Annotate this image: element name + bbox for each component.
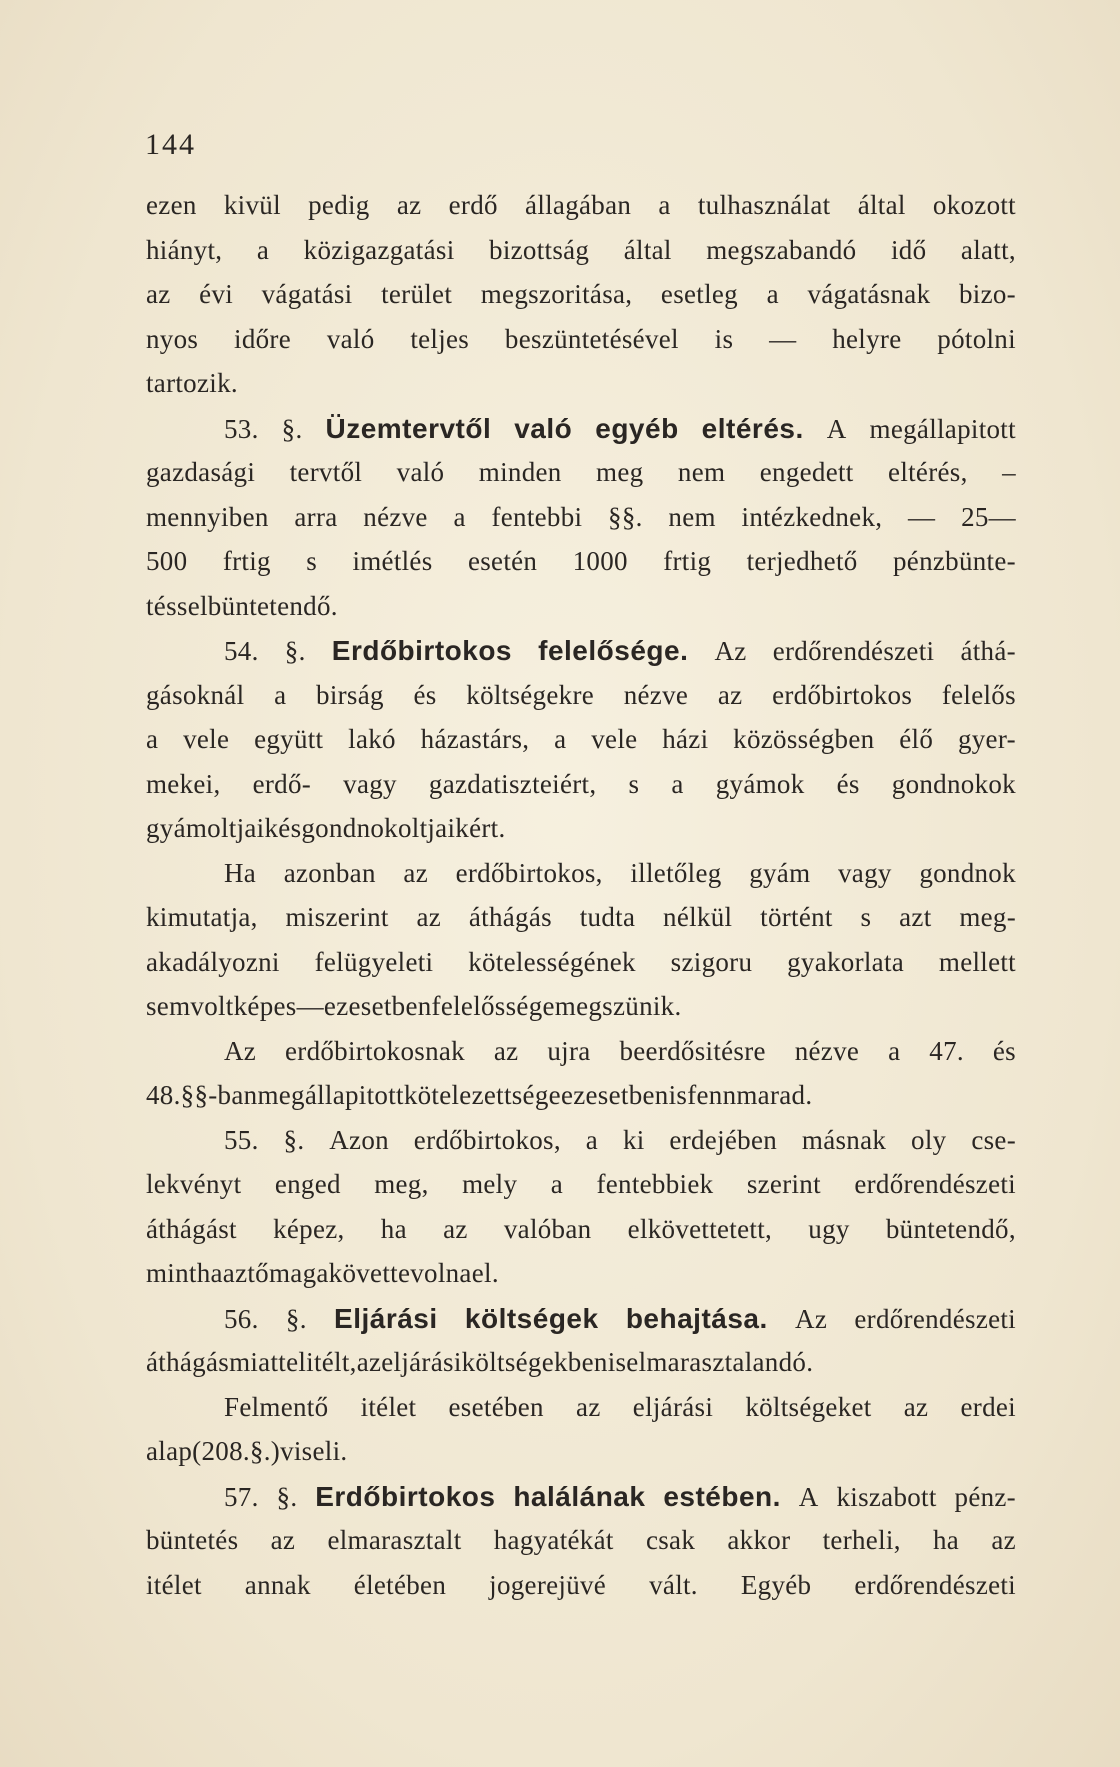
word: a bbox=[766, 279, 779, 309]
word: volt bbox=[190, 991, 234, 1021]
word: a bbox=[256, 234, 270, 265]
word: sem bbox=[146, 991, 191, 1021]
text-line bbox=[146, 1525, 1016, 1570]
word: az bbox=[416, 902, 442, 932]
text-line bbox=[146, 680, 1016, 725]
word: képez, bbox=[273, 1213, 345, 1244]
text-line bbox=[146, 279, 1016, 324]
word: a bbox=[671, 768, 684, 799]
word: a bbox=[658, 190, 671, 220]
text-line bbox=[146, 368, 1016, 413]
word: — bbox=[908, 501, 936, 532]
word: 48. bbox=[146, 1080, 181, 1110]
word: mintha bbox=[146, 1258, 223, 1288]
word: enged bbox=[274, 1169, 341, 1199]
word: csak bbox=[645, 1525, 696, 1555]
word: megállapitott bbox=[257, 1080, 404, 1110]
word: 53. bbox=[224, 413, 259, 444]
word: oly bbox=[911, 1124, 947, 1155]
word: áthágás bbox=[468, 902, 552, 932]
text-line bbox=[146, 546, 1016, 591]
word: akkor bbox=[727, 1525, 791, 1555]
word: és bbox=[992, 1035, 1016, 1066]
text-line bbox=[146, 813, 1016, 858]
word: halálának bbox=[513, 1480, 646, 1512]
word: ujra bbox=[547, 1035, 591, 1066]
word: Egyéb bbox=[740, 1569, 812, 1600]
word: által bbox=[857, 190, 906, 220]
word: A bbox=[798, 1481, 819, 1512]
word: estében. bbox=[663, 1480, 781, 1512]
word: §. bbox=[285, 1303, 307, 1334]
word: ha bbox=[380, 1213, 407, 1244]
word: az bbox=[403, 857, 428, 888]
word: való bbox=[326, 323, 375, 354]
word: esetén bbox=[467, 546, 538, 576]
word: nem bbox=[677, 457, 726, 487]
word: erdőrendészeti bbox=[854, 1569, 1016, 1600]
text-line bbox=[146, 1169, 1016, 1214]
word: erdő- bbox=[252, 768, 312, 799]
word: §. bbox=[276, 1481, 298, 1512]
word: vele bbox=[183, 724, 230, 754]
word: az bbox=[396, 190, 422, 220]
word: ha bbox=[933, 1525, 960, 1555]
word: áthágást bbox=[146, 1213, 237, 1244]
word: — bbox=[296, 991, 324, 1021]
word: elmarasztalt bbox=[327, 1525, 462, 1555]
word: itélet bbox=[146, 1569, 202, 1600]
word: nézve bbox=[623, 679, 689, 710]
word: felelősége. bbox=[538, 635, 689, 666]
word: Az bbox=[224, 1035, 257, 1066]
word: Ha bbox=[224, 857, 257, 888]
word: erdőrendészeti bbox=[854, 1303, 1016, 1334]
word: mekei, bbox=[146, 768, 221, 799]
word: büntetés bbox=[146, 1525, 239, 1555]
word: kivül bbox=[223, 190, 281, 220]
word: évi bbox=[199, 279, 234, 309]
word: 56. bbox=[224, 1303, 259, 1334]
word: pótolni bbox=[937, 323, 1016, 354]
text-line bbox=[146, 413, 1016, 458]
word: és bbox=[836, 768, 860, 799]
word: okozott bbox=[932, 190, 1016, 220]
word: meg bbox=[596, 457, 644, 487]
word: meg, bbox=[374, 1169, 429, 1199]
word: eltérés. bbox=[701, 412, 804, 444]
word: ki bbox=[622, 1124, 645, 1155]
word: időre bbox=[234, 323, 292, 354]
word: Eljárási bbox=[334, 1302, 438, 1334]
word: az bbox=[270, 1525, 296, 1555]
word: teljes bbox=[410, 323, 470, 354]
word: terheli, bbox=[822, 1525, 901, 1555]
word: s bbox=[628, 768, 640, 799]
word: hagyatékát bbox=[493, 1525, 614, 1555]
word: fennmarad. bbox=[687, 1080, 813, 1110]
word: mennyiben bbox=[146, 501, 269, 532]
word: gyámoltjaik bbox=[146, 813, 279, 843]
word: elkövettetett, bbox=[627, 1213, 773, 1244]
word: lekvényt bbox=[146, 1169, 242, 1199]
word: Felmentő bbox=[224, 1391, 329, 1422]
word: megszünik. bbox=[554, 991, 682, 1021]
text-line bbox=[146, 1570, 1016, 1615]
word: is bbox=[607, 1347, 627, 1377]
word: azt bbox=[899, 902, 932, 932]
word: — bbox=[769, 323, 797, 354]
word: másnak bbox=[801, 1124, 887, 1155]
word: nem bbox=[668, 501, 716, 532]
word: ő bbox=[255, 1258, 269, 1288]
word: vált. bbox=[649, 1569, 698, 1600]
word: büntetendő, bbox=[885, 1213, 1016, 1244]
text-line bbox=[146, 235, 1016, 280]
word: szigoru bbox=[670, 946, 753, 977]
word: költségek bbox=[464, 1302, 599, 1334]
word: imétlés bbox=[352, 546, 433, 576]
word: közigazgatási bbox=[303, 234, 455, 265]
word: való bbox=[396, 457, 445, 487]
word: tervtől bbox=[289, 457, 363, 487]
word: lakó bbox=[348, 724, 396, 754]
word: illetőleg bbox=[630, 857, 722, 888]
word: bizo- bbox=[958, 279, 1016, 309]
word: 1000 bbox=[572, 546, 628, 576]
word: életében bbox=[353, 1569, 447, 1600]
word: gyámok bbox=[715, 768, 805, 799]
word: az bbox=[146, 279, 171, 309]
word: Erdőbirtokos bbox=[331, 635, 512, 666]
text-line bbox=[146, 902, 1016, 947]
word: volna bbox=[410, 1258, 472, 1288]
word: büntetendő. bbox=[207, 590, 338, 621]
word: nyos bbox=[146, 323, 199, 354]
word: A bbox=[826, 413, 847, 444]
word: eljárási bbox=[632, 1391, 714, 1422]
word: Erdőbirtokos bbox=[315, 1480, 496, 1512]
word: behajtása. bbox=[625, 1302, 768, 1334]
word: nézve bbox=[363, 501, 428, 532]
word: a bbox=[146, 724, 159, 754]
text-line bbox=[146, 991, 1016, 1036]
text-line bbox=[146, 324, 1016, 369]
word: is bbox=[668, 1080, 688, 1110]
word: bizottság bbox=[489, 234, 590, 265]
word: erdejében bbox=[669, 1124, 778, 1155]
word: és bbox=[278, 813, 302, 843]
word: nézve bbox=[794, 1035, 860, 1066]
word: cse- bbox=[971, 1124, 1016, 1155]
word: 47. bbox=[929, 1035, 964, 1066]
word: idő bbox=[891, 234, 927, 265]
word: intézkednek, bbox=[741, 501, 883, 532]
word: meg- bbox=[959, 902, 1016, 932]
word: Üzemtervtől bbox=[325, 412, 492, 444]
word: maga bbox=[268, 1258, 329, 1288]
word: beszüntetésével bbox=[504, 323, 679, 354]
word: együtt bbox=[254, 724, 324, 754]
word: gazdatiszteiért, bbox=[428, 768, 597, 799]
word: pénzbünte- bbox=[892, 546, 1016, 576]
word: házastárs, bbox=[420, 724, 530, 754]
text-line bbox=[146, 502, 1016, 547]
word: miatt bbox=[229, 1347, 287, 1377]
text-line bbox=[146, 947, 1016, 992]
word: eltérés, bbox=[888, 457, 968, 487]
word: az bbox=[991, 1525, 1016, 1555]
word: arra bbox=[294, 501, 338, 532]
word: való bbox=[514, 412, 573, 444]
word: felelős bbox=[941, 679, 1016, 710]
text-line bbox=[146, 1036, 1016, 1081]
body-text bbox=[146, 190, 1016, 1614]
word: itélet bbox=[360, 1391, 417, 1422]
word: vagy bbox=[838, 857, 892, 888]
text-line bbox=[146, 1214, 1016, 1259]
text-line bbox=[146, 457, 1016, 502]
word: alap bbox=[146, 1436, 193, 1466]
word: Az bbox=[795, 1303, 828, 1334]
word: frtig bbox=[222, 546, 271, 576]
word: azt bbox=[222, 1258, 256, 1288]
word: a bbox=[550, 1169, 564, 1199]
word: tartozik. bbox=[146, 368, 238, 398]
word: esetben bbox=[348, 991, 432, 1021]
word: áthá- bbox=[960, 636, 1016, 666]
word: áthágás bbox=[146, 1347, 230, 1377]
word: vágatásnak bbox=[807, 279, 931, 309]
word: kiszabott bbox=[836, 1481, 937, 1512]
word: §§. bbox=[608, 501, 643, 532]
word: Az bbox=[714, 636, 747, 666]
word: a bbox=[274, 679, 287, 710]
word: közösségben bbox=[733, 724, 875, 754]
word: történt bbox=[760, 902, 833, 932]
word: el. bbox=[471, 1258, 499, 1288]
word: gondnokok bbox=[891, 768, 1016, 799]
word: esetleg bbox=[660, 279, 738, 309]
word: szerint bbox=[746, 1169, 821, 1199]
word: költségekben bbox=[461, 1347, 608, 1377]
text-line bbox=[146, 769, 1016, 814]
word: ezen bbox=[146, 190, 197, 220]
word: vágatási bbox=[261, 279, 353, 309]
word: esetben bbox=[585, 1080, 669, 1110]
word: élő bbox=[899, 724, 934, 754]
word: erdőrendészeti bbox=[854, 1169, 1016, 1199]
word: gyám bbox=[749, 857, 811, 888]
word: §.) bbox=[249, 1436, 281, 1466]
word: mellett bbox=[938, 946, 1016, 977]
word: viseli. bbox=[280, 1436, 348, 1466]
word: frtig bbox=[663, 546, 712, 576]
word: valóban bbox=[503, 1213, 592, 1244]
word: a bbox=[888, 1035, 901, 1066]
word: azonban bbox=[283, 857, 376, 888]
word: annak bbox=[244, 1569, 311, 1600]
word: kötelezettsége bbox=[403, 1080, 561, 1110]
word: 500 bbox=[146, 546, 188, 576]
text-line bbox=[146, 190, 1016, 235]
word: gondnok bbox=[919, 857, 1016, 888]
word: által bbox=[623, 234, 672, 265]
word: felügyeleti bbox=[314, 946, 434, 977]
word: birság bbox=[316, 679, 384, 710]
word: követte bbox=[328, 1258, 411, 1288]
word: a bbox=[453, 501, 466, 532]
text-line bbox=[146, 1347, 1016, 1392]
word: ugy bbox=[808, 1213, 850, 1244]
word: terület bbox=[381, 279, 453, 309]
word: pedig bbox=[308, 190, 370, 220]
word: az bbox=[903, 1391, 929, 1422]
word: ez bbox=[560, 1080, 586, 1110]
text-line bbox=[146, 1436, 1016, 1481]
word: az bbox=[576, 1391, 601, 1422]
word: és bbox=[413, 679, 437, 710]
word: mely bbox=[462, 1169, 518, 1199]
word: 25— bbox=[961, 501, 1016, 532]
word: a bbox=[585, 1124, 599, 1155]
word: fentebbi bbox=[491, 501, 583, 532]
word: is bbox=[714, 323, 734, 354]
word: erdőbirtokos, bbox=[455, 857, 603, 888]
word: az bbox=[493, 1035, 519, 1066]
word: §. bbox=[283, 1124, 305, 1155]
word: elitélt, bbox=[286, 1347, 357, 1377]
word: miszerint bbox=[285, 902, 389, 932]
word: felelőssége bbox=[431, 991, 555, 1021]
word: gásoknál bbox=[146, 679, 245, 710]
word: állagában bbox=[525, 190, 632, 220]
word: §. bbox=[281, 413, 303, 444]
word: erdőrendészeti bbox=[772, 636, 935, 666]
text-line bbox=[146, 1258, 1016, 1303]
word: gyer- bbox=[957, 724, 1016, 754]
word: engedett bbox=[759, 457, 854, 487]
word: gondnokoltjaikért. bbox=[301, 813, 506, 843]
word: házi bbox=[662, 724, 709, 754]
text-line bbox=[146, 591, 1016, 636]
text-line bbox=[146, 1125, 1016, 1170]
word: gyakorlata bbox=[787, 946, 905, 977]
word: §. bbox=[284, 636, 306, 666]
word: erdő bbox=[448, 190, 498, 220]
word: a bbox=[554, 724, 567, 754]
text-line bbox=[146, 1303, 1016, 1348]
word: (208. bbox=[192, 1436, 250, 1466]
word: alatt, bbox=[960, 234, 1016, 265]
word: megállapitott bbox=[869, 413, 1016, 444]
word: s bbox=[860, 902, 872, 932]
text-line bbox=[146, 1392, 1016, 1437]
word: ez bbox=[323, 991, 349, 1021]
word: akadályozni bbox=[146, 946, 280, 977]
word: erdőbirtokos bbox=[772, 679, 913, 710]
word: az bbox=[717, 679, 743, 710]
word: megszabandó bbox=[706, 234, 857, 265]
word: helyre bbox=[832, 323, 902, 354]
word: beerdősitésre bbox=[619, 1035, 766, 1066]
page-number: 144 bbox=[145, 128, 196, 161]
word: költségeket bbox=[745, 1391, 872, 1422]
word: nélkül bbox=[663, 902, 733, 932]
word: pénz- bbox=[954, 1481, 1016, 1512]
word: fentebbiek bbox=[596, 1169, 714, 1199]
word: az bbox=[443, 1213, 468, 1244]
word: – bbox=[1002, 457, 1016, 487]
word: egyéb bbox=[595, 412, 679, 444]
text-line bbox=[146, 635, 1016, 680]
word: vagy bbox=[343, 768, 397, 799]
word: gazdasági bbox=[146, 457, 256, 487]
text-line bbox=[146, 724, 1016, 769]
word: erdőbirtokosnak bbox=[285, 1035, 465, 1066]
word: minden bbox=[478, 457, 562, 487]
word: §§-ban bbox=[180, 1080, 258, 1110]
text-line bbox=[146, 858, 1016, 903]
word: kötelességének bbox=[468, 946, 636, 977]
word: megszoritása, bbox=[480, 279, 633, 309]
word: 54. bbox=[224, 636, 259, 666]
word: erdőbirtokos, bbox=[413, 1124, 561, 1155]
word: terjedhető bbox=[746, 546, 858, 576]
text-line bbox=[146, 1481, 1016, 1526]
word: hiányt, bbox=[146, 234, 223, 265]
word: tulhasználat bbox=[697, 190, 831, 220]
text-line bbox=[146, 1080, 1016, 1125]
word: s bbox=[306, 546, 318, 576]
word: költségekre bbox=[466, 679, 595, 710]
word: tudta bbox=[579, 902, 636, 932]
word: Azon bbox=[329, 1124, 389, 1155]
word: erdei bbox=[960, 1391, 1016, 1422]
word: 57. bbox=[224, 1481, 259, 1512]
word: elmarasztalandó. bbox=[626, 1347, 814, 1377]
word: téssel bbox=[146, 590, 208, 621]
word: esetében bbox=[448, 1391, 544, 1422]
word: az bbox=[356, 1347, 382, 1377]
word: eljárási bbox=[381, 1347, 462, 1377]
word: vele bbox=[591, 724, 638, 754]
word: 55. bbox=[224, 1124, 259, 1155]
word: kimutatja, bbox=[146, 902, 258, 932]
word: jogerejüvé bbox=[489, 1569, 607, 1600]
word: képes bbox=[233, 991, 297, 1021]
